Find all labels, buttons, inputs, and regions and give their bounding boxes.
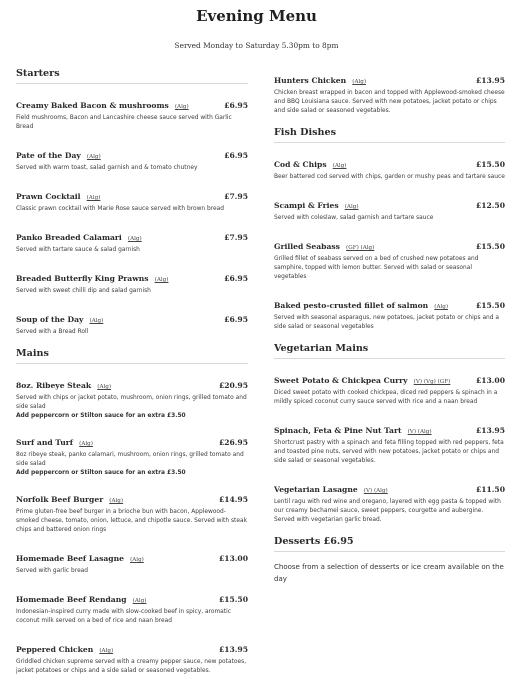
allergy-link[interactable]: (Alg) xyxy=(99,648,114,654)
allergy-link[interactable]: (Alg) xyxy=(89,318,104,324)
allergy-link[interactable]: (Alg) xyxy=(352,79,367,85)
allergy-link[interactable]: (Alg) xyxy=(434,304,449,310)
menu-item-header xyxy=(16,637,248,656)
menu-item-header xyxy=(16,487,248,506)
menu-item-price: £6.95 xyxy=(224,274,248,283)
menu-item-description: Grilled fillet of seabass served on a bed of crushed new potatoes and samphire, topped with lemon butter. Served with salad or seasonal vegetables xyxy=(274,256,479,280)
menu-item-header xyxy=(16,225,248,244)
allergy-link[interactable]: (Alg) xyxy=(332,163,347,169)
menu-item-title xyxy=(16,373,111,392)
menu-item-price: £7.95 xyxy=(224,233,248,242)
menu-item-price: £13.95 xyxy=(475,76,505,85)
menu-item xyxy=(274,193,505,223)
menu-item-price: £20.95 xyxy=(218,381,248,390)
menu-item-header xyxy=(274,477,505,496)
menu-item-name: Pate of the Day xyxy=(16,151,81,160)
section-heading: Vegetarian Mains xyxy=(274,343,505,359)
allergy-link[interactable]: (Alg) xyxy=(86,154,101,160)
allergy-link[interactable]: (Alg) xyxy=(79,441,93,447)
menu-item-header xyxy=(274,418,505,437)
menu-item-description: Served with sweet chilli dip and salad garnish xyxy=(16,288,151,294)
menu-item-header xyxy=(16,184,248,203)
menu-item-price: £12.50 xyxy=(475,201,505,210)
menu-item-name: Vegetarian Lasagne xyxy=(274,485,358,494)
menu-item-price: £13.00 xyxy=(218,554,248,563)
menu-item-note: Add peppercorn or Stilton sauce for an extra £3.50 xyxy=(16,470,186,476)
menu-item-name: Sweet Potato & Chickpea Curry xyxy=(274,376,408,385)
menu-section-vegetarian-mains xyxy=(274,343,505,525)
menu-item-price: £15.50 xyxy=(218,595,248,604)
menu-item-header xyxy=(274,368,505,387)
menu-item-name: Breaded Butterfly King Prawns xyxy=(16,274,149,283)
menu-item xyxy=(274,68,505,116)
menu-item-description: Served with warm toast, salad garnish and & tomato chutney xyxy=(16,165,198,171)
page-title: Evening Menu xyxy=(196,7,317,25)
menu-item-price: £26.95 xyxy=(218,438,248,447)
menu-item-description: 8oz ribeye steak, panko calamari, mushroom, onion rings, grilled tomato and side salad xyxy=(16,452,244,467)
menu-item-name: Surf and Turf xyxy=(16,438,74,447)
menu-item xyxy=(16,266,248,296)
allergy-link[interactable]: (Alg) xyxy=(154,277,169,283)
menu-item xyxy=(16,143,248,173)
menu-item-price: £6.95 xyxy=(224,315,248,324)
menu-item-title xyxy=(16,93,189,112)
menu-item-description: Served with seasonal asparagus, new potatoes, jacket potato or chips and a side salad or seasonal vegetables xyxy=(274,315,500,330)
menu-item xyxy=(274,293,505,332)
menu-item xyxy=(16,373,248,419)
page-subtitle: Served Monday to Saturday 5.30pm to 8pm xyxy=(174,41,339,50)
menu-item-price: £13.95 xyxy=(475,426,505,435)
menu-item-description: Served with tartare sauce & salad garnish xyxy=(16,247,140,253)
menu-item xyxy=(16,430,248,476)
allergy-link[interactable]: (Alg) xyxy=(109,498,124,504)
menu-item-name: Scampi & Fries xyxy=(274,201,339,210)
menu-section-desserts xyxy=(274,536,505,585)
menu-item-name: Baked pesto-crusted fillet of salmon xyxy=(274,301,429,310)
menu-item-price: £15.50 xyxy=(475,242,505,251)
menu-item-title xyxy=(16,225,142,244)
menu-item-description: Served with coleslaw, salad garnish and tartare sauce xyxy=(274,215,434,221)
menu-item-name: Norfolk Beef Burger xyxy=(16,495,104,504)
menu-item-title xyxy=(16,266,168,285)
menu-item-name: Prawn Cocktail xyxy=(16,192,81,201)
menu-item-description: Field mushrooms, Bacon and Lancashire cheese sauce served with Garlic Bread xyxy=(16,115,232,130)
allergy-link[interactable]: (Alg) xyxy=(127,236,142,242)
menu-item-title xyxy=(16,637,113,656)
allergy-link[interactable]: (Alg) xyxy=(344,204,359,210)
menu-item xyxy=(274,477,505,525)
menu-item-title xyxy=(16,143,101,162)
menu-item-header xyxy=(274,68,505,87)
allergy-link[interactable]: (Alg) xyxy=(86,195,101,201)
menu-item-description: Served with chips or jacket potato, mushroom, onion rings, grilled tomato and side salad xyxy=(16,395,247,410)
menu-item-price: £6.95 xyxy=(224,101,248,110)
menu-item-name: Cod & Chips xyxy=(274,160,327,169)
menu-item-name: Homemade Beef Rendang xyxy=(16,595,127,604)
menu-item-title xyxy=(274,152,346,171)
menu-item-description: Served with garlic bread xyxy=(16,568,89,574)
menu-item-note: Add peppercorn or Stilton sauce for an extra £3.50 xyxy=(16,413,186,419)
menu-item xyxy=(16,546,248,576)
menu-item xyxy=(274,418,505,466)
menu-item-title xyxy=(274,293,448,312)
menu-item-header xyxy=(274,152,505,171)
menu-item-price: £15.50 xyxy=(475,301,505,310)
menu-item-description: Lentil ragu with red wine and oregano, layered with egg pasta & topped with our creamy bechamel sauce, sweet peppers, courgette and aubergine. Served with vegetarian garlic bread. xyxy=(274,499,501,523)
menu-item-description: Griddled chicken supreme served with a creamy pepper sauce, new potatoes, jacket potatoes or chips and a side salad or seasoned vegetables. xyxy=(16,659,247,674)
menu-item xyxy=(16,587,248,626)
menu-item-name: Grilled Seabass xyxy=(274,242,340,251)
menu-item-description: Served with a Bread Roll xyxy=(16,329,89,335)
menu-item xyxy=(16,93,248,132)
menu-item-price: £11.50 xyxy=(475,485,505,494)
menu-item-price: £13.00 xyxy=(475,376,505,385)
menu-item-header xyxy=(16,93,248,112)
section-heading: Mains xyxy=(16,348,248,364)
menu-item-header xyxy=(274,293,505,312)
menu-item-header xyxy=(16,546,248,565)
menu-item-name: Panko Breaded Calamari xyxy=(16,233,122,242)
menu-item-price: £14.95 xyxy=(218,495,248,504)
menu-item xyxy=(16,225,248,255)
section-heading: Starters xyxy=(16,68,248,84)
menu-item-title xyxy=(16,587,146,606)
menu-item xyxy=(16,637,248,676)
menu-item-description: Prime gluten-free beef burger in a brioche bun with bacon, Applewood-smoked cheese, tomato, onion, lettuce, and chipotle sauce. Served with steak chips and battered onion rings xyxy=(16,509,247,533)
menu-item-title xyxy=(274,368,450,387)
menu-item-name: Creamy Baked Bacon & mushrooms xyxy=(16,101,169,110)
menu-item-title xyxy=(274,68,366,87)
section-heading: Desserts £6.95 xyxy=(274,536,505,552)
menu-item-title xyxy=(16,487,123,506)
menu-item-description: Classic prawn cocktail with Marie Rose sauce served with brown bread xyxy=(16,206,225,212)
menu-item-title xyxy=(16,307,103,326)
menu-item-title xyxy=(16,184,100,203)
menu-item-title xyxy=(274,418,432,437)
menu-item xyxy=(274,152,505,182)
section-heading: Fish Dishes xyxy=(274,127,505,143)
menu-item-name: Peppered Chicken xyxy=(16,645,94,654)
allergy-link[interactable]: (V) (Alg) xyxy=(407,429,432,435)
menu-item-price: £13.95 xyxy=(218,645,248,654)
allergy-link[interactable]: (GF) (Alg) xyxy=(346,245,375,251)
menu-item-name: Soup of the Day xyxy=(16,315,84,324)
menu-item-description: Indonesian-inspired curry made with slow-cooked beef in spicy, aromatic coconut milk served on a bed of rice and naan bread xyxy=(16,609,231,624)
menu-item-description: Diced sweet potato with cooked chickpea, diced red peppers & spinach in a mildly spiced coconut curry sauce served with rice and a naan bread xyxy=(274,390,498,405)
menu-item xyxy=(274,234,505,282)
menu-item-header xyxy=(274,234,505,253)
menu-section-fish-dishes xyxy=(274,127,505,332)
menu-item-title xyxy=(16,430,93,449)
menu-section-mains xyxy=(16,348,248,676)
menu-item-name: Hunters Chicken xyxy=(274,76,347,85)
left-column xyxy=(16,68,248,687)
menu-item xyxy=(16,307,248,337)
menu-item-title xyxy=(274,193,359,212)
menu-item-title xyxy=(274,234,374,253)
menu-item-name: Homemade Beef Lasagne xyxy=(16,554,124,563)
menu-item-description: Chicken breast wrapped in bacon and topped with Applewood-smoked cheese and BBQ Louisiana sauce. Served with new potatoes, jacket potato or chips and side salad or seasoned vegetables. xyxy=(274,90,505,114)
menu-item xyxy=(16,184,248,214)
menu-item-description: Beer battered cod served with chips, garden or mushy peas and tartare sauce xyxy=(274,174,505,180)
allergy-link[interactable]: (V) (Alg) xyxy=(363,488,388,494)
menu-item-title xyxy=(274,477,388,496)
allergy-link[interactable]: (Alg) xyxy=(174,104,189,110)
allergy-link[interactable]: (V) (Vg) (GF) xyxy=(413,379,451,385)
allergy-link[interactable]: (Alg) xyxy=(132,598,147,604)
menu-item-header xyxy=(16,587,248,606)
menu-item-name: 8oz. Ribeye Steak xyxy=(16,381,92,390)
menu-item-header xyxy=(16,373,248,392)
menu-item-title xyxy=(16,546,144,565)
menu-item-header xyxy=(16,143,248,162)
menu-item-header xyxy=(16,266,248,285)
menu-item-price: £7.95 xyxy=(224,192,248,201)
allergy-link[interactable]: (Alg) xyxy=(130,557,144,563)
menu-item xyxy=(274,368,505,407)
right-column xyxy=(274,68,505,585)
menu-section-starters xyxy=(16,68,248,337)
menu-item-name: Spinach, Feta & Pine Nut Tart xyxy=(274,426,402,435)
menu-item-price: £6.95 xyxy=(224,151,248,160)
allergy-link[interactable]: (Alg) xyxy=(97,384,112,390)
menu-item-header xyxy=(16,430,248,449)
desserts-text: Choose from a selection of desserts or ice cream available on the day xyxy=(274,563,504,583)
menu-item-price: £15.50 xyxy=(475,160,505,169)
menu-item-description: Shortcrust pastry with a spinach and feta filling topped with red peppers, feta and toasted pine nuts, served with new potatoes, jacket potato or chips and side salad or seasonal vegetables. xyxy=(274,440,504,464)
menu-item-header xyxy=(274,193,505,212)
menu-item-header xyxy=(16,307,248,326)
menu-item xyxy=(16,487,248,535)
menu-section-continued xyxy=(274,68,505,116)
